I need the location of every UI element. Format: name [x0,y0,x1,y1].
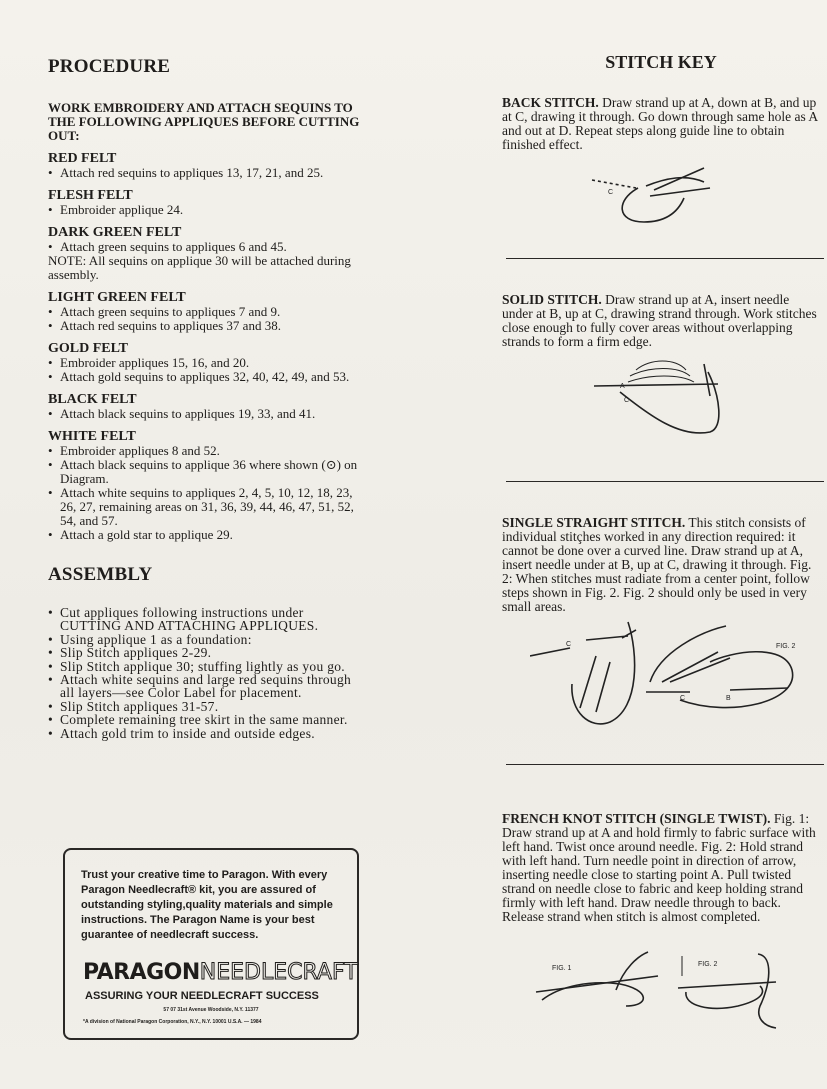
solid-stitch-diagram [590,356,730,440]
solid-stitch-desc: Draw strand up at A, insert needle under at B, up at C, drawing strand through. Work stitches close enough to fully cover areas without overlapping strands to form a firm edge. [502,292,817,349]
felt-item: • Attach white sequins to appliques 2, 4, 5, 10, 12, 18, 23, 26, 27, remaining areas on 31, 36, 39, 44, 46, 47, 51, 52, 54, and 57. [48,486,368,528]
felt-section [48,225,368,282]
stitch-key-header [502,52,820,73]
felt-section [48,188,368,217]
felt-item: • Attach black sequins to applique 36 where shown (⊙) on Diagram. [48,458,368,486]
paragon-guarantee-box [63,848,359,1040]
felt-section-title: RED FELT [48,151,117,166]
french-knot-name: FRENCH KNOT STITCH (SINGLE TWIST). [502,811,771,826]
single-stitch-letter-c: C [566,641,572,648]
solid-stitch-text [502,293,818,349]
felt-section [48,151,368,180]
french-knot-fig-1-label: FIG. 1 [552,965,572,972]
paragon-logo-word: PARAGON [83,960,200,985]
paragon-blurb: Trust your creative time to Paragon. With every Paragon Needlecraft® kit, you are assured of outstanding styling,quality materials and simple instructions. The Paragon Name is your best guarantee of needlecraft success. [81,869,333,941]
procedure-title: PROCEDURE [48,56,171,77]
paragon-tagline: ASSURING YOUR NEEDLECRAFT SUCCESS [85,990,319,1002]
felt-section-list [48,203,368,217]
solid-stitch-letter-a: A [620,383,625,390]
french-knot-diagram [530,946,816,1032]
felt-item: • Attach red sequins to appliques 37 and 38. [48,319,368,333]
assembly-section [48,564,368,740]
back-stitch-letter-c: C [608,189,614,196]
single-stitch-desc: This stitch consists of individual stitçhes worked in any direction required: it cannot be done over a curved line. Draw strand up at A, insert needle under at B, up at C, drawing it through. Fig. 2: When stitches must radiate from a center point, follow steps shown in Fig. 2. Fig. 2 should only be used in very small areas. [502,515,812,614]
single-stitch-fig-2-label: FIG. 2 [776,643,796,650]
felt-section-title: LIGHT GREEN FELT [48,290,186,305]
felt-section-title: WHITE FELT [48,429,136,444]
felt-item: • Attach green sequins to appliques 7 and 9. [48,305,368,319]
assembly-item: • Slip Stitch applique 30; stuffing lightly as you go. [48,660,368,673]
felt-item: • Embroider appliques 15, 16, and 20. [48,356,368,370]
felt-section [48,429,368,542]
assembly-item: • Using applique 1 as a foundation: [48,633,368,646]
felt-section [48,290,368,333]
felt-item: • Attach red sequins to appliques 13, 17, 21, and 25. [48,166,368,180]
single-stitch-fig-2-letter-b: B [726,695,731,702]
back-stitch-text [502,96,818,152]
stitch-key-title: STITCH KEY [605,52,717,72]
felt-note: NOTE: All sequins on applique 30 will be attached during assembly. [48,253,351,282]
felt-section-title: FLESH FELT [48,188,133,203]
procedure-intro: WORK EMBROIDERY AND ATTACH SEQUINS TO THE FOLLOWING APPLIQUES BEFORE CUTTING OUT: [48,100,360,143]
single-straight-stitch-text [502,516,818,614]
solid-stitch-name: SOLID STITCH. [502,292,602,307]
felt-section [48,392,368,421]
back-stitch-diagram [586,160,716,230]
felt-section-list [48,444,368,542]
assembly-item: • Attach white sequins and large red sequins through all layers—see Color Label for placement. [48,673,368,699]
needlecraft-logo-word: NEEDLECRAFT [199,960,358,985]
assembly-item: • Slip Stitch appliques 2-29. [48,646,368,659]
back-stitch-name: BACK STITCH. [502,95,599,110]
felt-sections [48,151,368,542]
paragon-division: *A division of National Paragon Corporation, N.Y., N.Y. 10001 U.S.A. — 1984 [83,1019,262,1025]
back-stitch-desc: Draw strand up at A, down at B, and up at C, drawing it through. Go down through same hole as A and out at D. Repeat steps along guide line to obtain finished effect. [502,95,818,152]
felt-item: • Attach gold sequins to appliques 32, 40, 42, 49, and 53. [48,370,368,384]
french-knot-text [502,812,818,924]
felt-item: • Embroider appliques 8 and 52. [48,444,368,458]
assembly-item: • Cut appliques following instructions under CUTTING AND ATTACHING APPLIQUES. [48,606,368,632]
paragon-logo [83,960,358,985]
single-stitch-name: SINGLE STRAIGHT STITCH. [502,515,686,530]
single-stitch-fig-2-letter-c: C [680,695,686,702]
felt-section-list [48,305,368,333]
assembly-title: ASSEMBLY [48,564,153,585]
paragon-address: 57 07 31st Avenue Woodside, N.Y. 11377 [163,1007,259,1013]
felt-item: • Attach black sequins to appliques 19, 33, and 41. [48,407,368,421]
divider-3 [506,764,824,765]
felt-section-list [48,356,368,384]
felt-section-list [48,166,368,180]
felt-item: • Attach green sequins to appliques 6 and 45. [48,240,368,254]
divider-1 [506,258,824,259]
felt-section-list [48,240,368,282]
french-knot-desc: Fig. 1: Draw strand up at A and hold firmly to fabric surface with left hand. Twist once around needle. Fig. 2: Hold strand with left hand. Turn needle point in direction of arrow, inserting needle close to starting point A. Pull twisted strand on needle close to fabric and keep holding strand firmly with left hand. Draw needle through to back. Release strand when stitch is almost completed. [502,811,816,924]
procedure-column [48,56,368,740]
divider-2 [506,481,824,482]
french-knot-fig-2-label: FIG. 2 [698,961,718,968]
felt-section-list [48,407,368,421]
felt-item: • Attach a gold star to applique 29. [48,528,368,542]
assembly-item: • Slip Stitch appliques 31-57. [48,700,368,713]
assembly-item: • Complete remaining tree skirt in the same manner. [48,713,368,726]
assembly-item: • Attach gold trim to inside and outside edges. [48,727,368,740]
solid-stitch-letter-c: C [624,397,630,404]
felt-section-title: GOLD FELT [48,341,129,356]
felt-item: • Embroider applique 24. [48,203,368,217]
felt-section [48,341,368,384]
assembly-list [48,606,368,740]
single-straight-stitch-diagram [530,612,820,738]
felt-section-title: DARK GREEN FELT [48,225,182,240]
felt-section-title: BLACK FELT [48,392,137,407]
